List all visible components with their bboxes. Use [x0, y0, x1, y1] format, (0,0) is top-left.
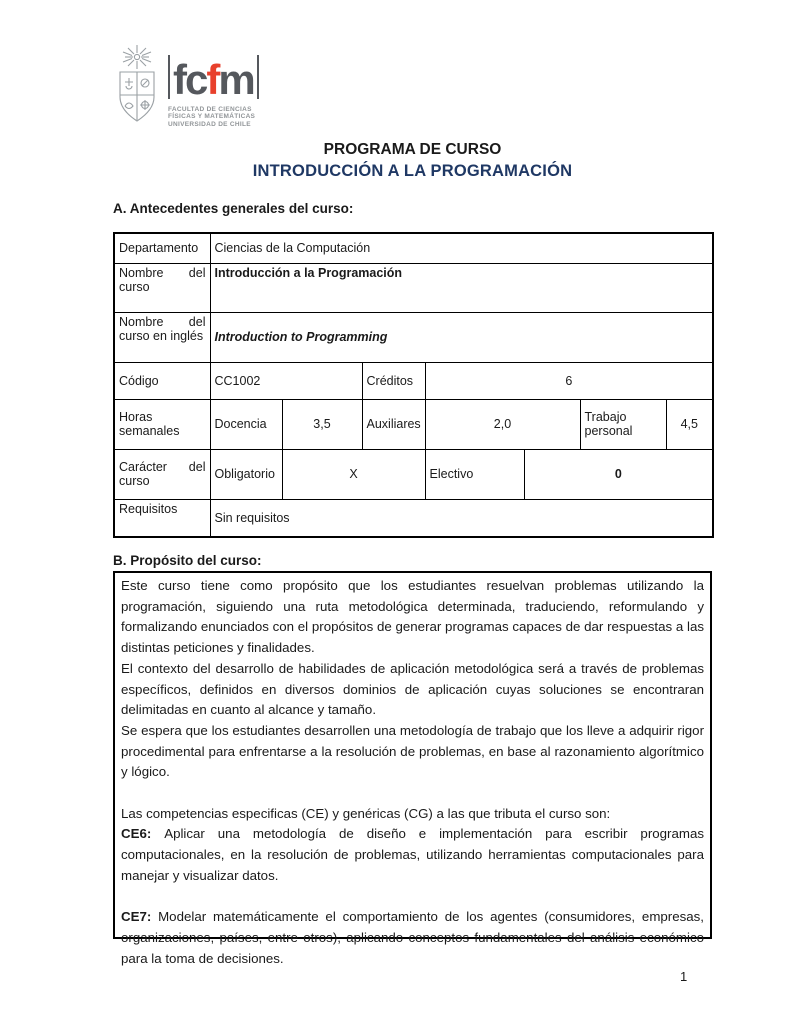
cell-departamento-label: Departamento	[114, 233, 210, 263]
wordmark-fc: fc	[173, 56, 207, 103]
cell-codigo-value: CC1002	[210, 362, 362, 399]
cell-obligatorio-label: Obligatorio	[210, 449, 282, 499]
table-row	[114, 399, 713, 449]
table-row	[114, 362, 713, 399]
logo-caption-line: UNIVERSIDAD DE CHILE	[168, 120, 251, 128]
table-row	[114, 233, 713, 263]
cell-creditos-label: Créditos	[362, 362, 425, 399]
cell-trabajo-personal-label: Trabajo personal	[580, 399, 666, 449]
purpose-paragraph: Se espera que los estudiantes desarrollen una metodología de trabajo que los lleve a adquirir rigor procedimental para enfrentarse a la resolución de problemas, en base al razonamiento algorítmico y lógico.	[121, 722, 704, 780]
wordmark-red-f: f	[206, 56, 219, 103]
purpose-paragraph: Las competencias especificas (CE) y genéricas (CG) a las que tributa el curso son:	[121, 805, 611, 821]
logo-caption-line: FÍSICAS Y MATEMÁTICAS	[168, 113, 256, 121]
course-title: INTRODUCCIÓN A LA PROGRAMACIÓN	[252, 162, 573, 180]
logo-caption	[168, 106, 255, 128]
logo-caption-line: FACULTAD DE CIENCIAS	[168, 106, 252, 113]
fcfm-wordmark	[165, 50, 262, 102]
antecedentes-table-body	[114, 233, 713, 537]
page-number: 1	[680, 969, 688, 984]
competency-code: CE7:	[121, 909, 159, 925]
table-row	[114, 312, 713, 362]
cell-codigo-label: Código	[114, 362, 210, 399]
competency-code: CE6:	[121, 826, 165, 842]
proposito-box	[113, 571, 712, 966]
fcfm-logo	[113, 44, 256, 130]
cell-departamento-value: Ciencias de la Computación	[210, 233, 713, 263]
section-b-heading: B. Propósito del curso:	[113, 553, 262, 568]
cell-nombre-ingles-value: Introduction to Programming	[210, 312, 713, 362]
purpose-paragraph: CE7: Modelar matemáticamente el comportamiento de los agentes (consumidores, empresas, organizaciones, países, entre otros), aplicando conceptos fundamentales del análisis económico para la toma de decisiones.	[121, 909, 704, 966]
table-row	[114, 263, 713, 312]
cell-electivo-label: Electivo	[425, 449, 524, 499]
cell-caracter-label: Carácter del curso	[114, 449, 210, 499]
section-a-heading: A. Antecedentes generales del curso:	[113, 201, 354, 216]
cell-requisitos-value: Sin requisitos	[210, 499, 713, 537]
antecedentes-table	[113, 232, 714, 538]
cell-nombre-ingles-label: Nombre del curso en inglés	[114, 312, 210, 362]
wordmark-left-bar	[168, 55, 170, 99]
cell-trabajo-personal-value: 4,5	[666, 399, 713, 449]
wordmark-right-bar	[257, 55, 259, 99]
cell-electivo-value: 0	[524, 449, 713, 499]
cell-auxiliares-value: 2,0	[425, 399, 580, 449]
cell-horas-label: Horas semanales	[114, 399, 210, 449]
cell-docencia-value: 3,5	[282, 399, 362, 449]
cell-nombre-curso-label: Nombre del curso	[114, 263, 210, 312]
uchile-emblem-icon	[113, 44, 161, 126]
purpose-paragraph: El contexto del desarrollo de habilidades de aplicación metodológica será a través de problemas específicos, definidos en diversos dominios de aplicación cuyas soluciones se encontraran delimitadas en cuanto al alcance y tamaño.	[121, 660, 704, 718]
cell-auxiliares-label: Auxiliares	[362, 399, 425, 449]
program-title: PROGRAMA DE CURSO	[323, 141, 502, 158]
table-row	[114, 499, 713, 537]
cell-obligatorio-value: X	[282, 449, 425, 499]
purpose-paragraph: CE6: Aplicar una metodología de diseño e implementación para escribir programas computacionales, en la resolución de problemas, utilizando herramientas computacionales para manejar y visualizar datos.	[121, 826, 704, 883]
purpose-paragraph: Este curso tiene como propósito que los estudiantes resuelvan problemas utilizando la programación, siguiendo una ruta metodológica determinada, traduciendo, reformulando y formalizando enunciados con el propósitos de generar programas capaces de dar respuestas a las distintas peticiones y finalidades.	[121, 578, 704, 656]
cell-creditos-value: 6	[425, 362, 713, 399]
cell-docencia-label: Docencia	[210, 399, 282, 449]
cell-nombre-curso-value: Introducción a la Programación	[210, 263, 713, 312]
cell-requisitos-label: Requisitos	[114, 499, 210, 537]
table-row	[114, 449, 713, 499]
wordmark-m: m	[218, 56, 254, 103]
document-titles	[113, 141, 712, 181]
